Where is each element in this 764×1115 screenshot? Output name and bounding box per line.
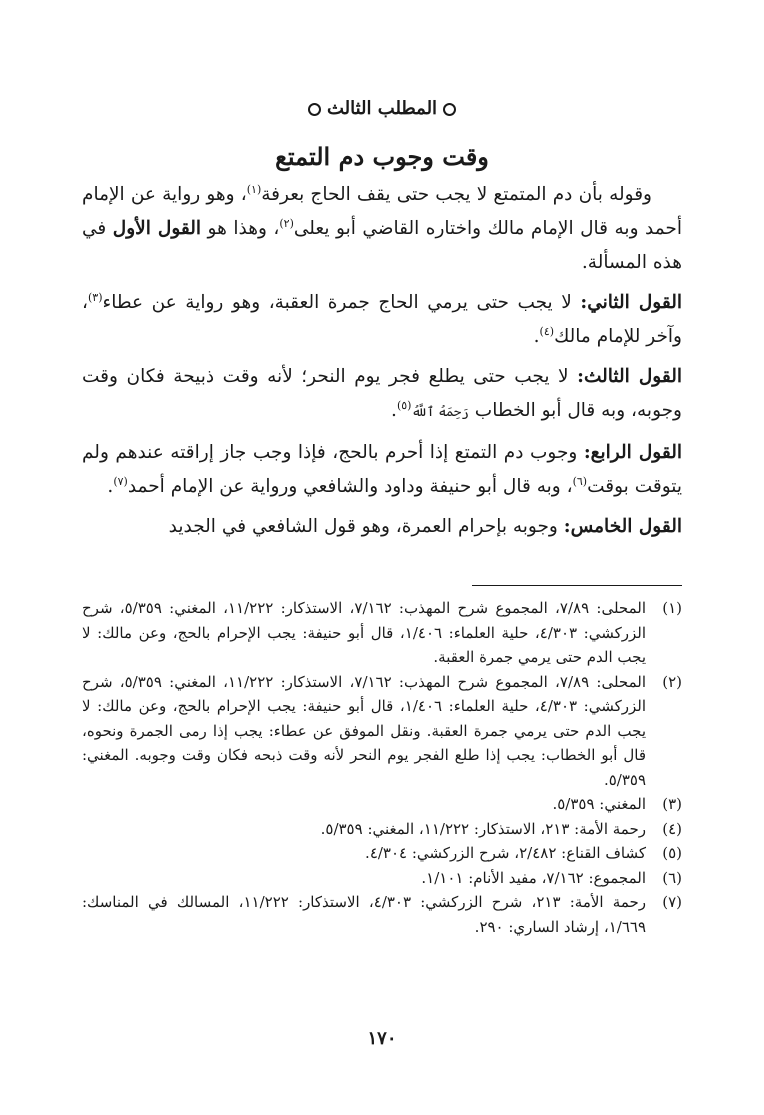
opinion-label: القول الثالث: — [577, 366, 682, 387]
paragraph-text: وجوب دم التمتع إذا أحرم بالحج، فإذا وجب جاز إراقته عندهم ولم يتوقت بوقت — [82, 442, 682, 497]
footnote-item — [82, 890, 682, 939]
paragraph-text: لا يجب حتى يطلع فجر يوم النحر؛ لأنه وقت ذبيحة فكان وقت وجوبه، وبه قال أبو الخطاب — [82, 366, 682, 421]
paragraph-first-opinion — [82, 178, 682, 280]
footnote-item — [82, 596, 682, 670]
paragraph-text: ، وهو رواية عن الإمام أحمد وبه قال الإمام مالك واختاره القاضي أبو يعلى — [82, 184, 682, 239]
ring-ornament-icon — [443, 103, 456, 116]
paragraph-third-opinion — [82, 360, 682, 430]
paragraph-text: . — [533, 326, 540, 347]
paragraph-second-opinion — [82, 286, 682, 354]
page-number: ١٧٠ — [367, 1028, 397, 1049]
paragraph-text: وقوله بأن دم المتمتع لا يجب حتى يقف الحاج بعرفة — [261, 184, 652, 205]
footnote-number: (٤) — [662, 819, 682, 838]
footnotes — [82, 596, 682, 939]
footnote-text: رحمة الأمة: ٢١٣، الاستذكار: ١١/٢٢٢، المغني: ٥/٣٥٩. — [320, 819, 646, 838]
footnote-text: رحمة الأمة: ٢١٣، شرح الزركشي: ٤/٣٠٣، الاستذكار: ١١/٢٢٢، المسالك في المناسك: ١/٦٦٩، إرشاد الساري: ٢٩٠. — [82, 893, 647, 936]
footnote-number: (٥) — [662, 844, 682, 862]
footnote-number: (٢) — [662, 672, 682, 691]
body-text — [82, 178, 682, 550]
paragraph-text: لا يجب حتى يرمي الحاج جمرة العقبة، وهو رواية عن عطاء — [102, 292, 581, 313]
footnote-number: (١) — [662, 599, 682, 617]
footnote-item — [82, 841, 682, 866]
paragraph-text: . — [107, 476, 114, 497]
footnote-item — [82, 670, 682, 793]
paragraph-text: . — [391, 400, 397, 421]
section-label-text: المطلب الثالث — [326, 98, 438, 119]
opinion-label: القول الثاني: — [580, 292, 682, 313]
footnote-ref[interactable]: (٧) — [113, 474, 128, 488]
honorific-text: رَحِمَهُ ٱللَّهُ — [411, 405, 469, 420]
footnote-number: (٧) — [662, 893, 682, 911]
footnote-item — [82, 792, 682, 817]
footnote-ref[interactable]: (٣) — [87, 290, 103, 304]
paragraph-text: ، وبه قال أبو حنيفة وداود والشافعي ورواية عن الإمام أحمد — [127, 476, 573, 497]
book-page — [82, 0, 682, 1115]
footnote-ref[interactable]: (٥) — [396, 398, 412, 412]
opinion-label: القول الأول — [112, 218, 202, 239]
paragraph-text: ، وآخر للإمام مالك — [82, 292, 682, 347]
opinion-label: القول الخامس: — [563, 516, 682, 537]
paragraph-text: في هذه المسألة. — [82, 218, 682, 273]
ring-ornament-icon — [308, 103, 321, 116]
paragraph-fourth-opinion — [82, 436, 682, 504]
footnote-number: (٣) — [662, 795, 682, 813]
footnote-text: المحلى: ٧/٨٩، المجموع شرح المهذب: ٧/١٦٢، الاستذكار: ١١/٢٢٢، المغني: ٥/٣٥٩، شرح الزركشي: ٤/٣٠٣، حلية العلماء: ١/٤٠٦، قال أبو حنيفة: يجب الإحرام بالحج، وعن مالك: لا يجب الدم حتى يرمي جمرة العقبة. ونقل الموفق عن عطاء: يجب إذا رمى الجمرة ونحوه، قال أبو الخطاب: يجب إذا طلع الفجر يوم النحر لأنه وقت ذبحه فكان وقت وجوبه. المغني: ٥/٣٥٩. — [82, 672, 647, 789]
footnote-ref[interactable]: (٦) — [572, 474, 588, 488]
footnote-item — [82, 817, 682, 842]
footnote-text: المغني: ٥/٣٥٩. — [552, 795, 646, 813]
paragraph-text: وجوبه بإحرام العمرة، وهو قول الشافعي في الجديد — [168, 516, 564, 537]
page-title: وقت وجوب دم التمتع — [275, 142, 489, 171]
opinion-label: القول الرابع: — [583, 442, 682, 463]
footnote-number: (٦) — [662, 868, 682, 887]
footnote-text: المحلى: ٧/٨٩، المجموع شرح المهذب: ٧/١٦٢، الاستذكار: ١١/٢٢٢، المغني: ٥/٣٥٩، شرح الزركشي: ٤/٣٠٣، حلية العلماء: ١/٤٠٦، قال أبو حنيفة: يجب الإحرام بالحج، وعن مالك: لا يجب الدم حتى يرمي جمرة العقبة. — [82, 599, 647, 666]
paragraph-fifth-opinion — [82, 510, 682, 544]
section-label — [82, 96, 682, 122]
footnote-text: كشاف القناع: ٢/٤٨٢، شرح الزركشي: ٤/٣٠٤. — [365, 844, 646, 862]
footnote-ref[interactable]: (٤) — [539, 324, 555, 338]
footnote-ref[interactable]: (١) — [246, 182, 262, 196]
footnote-item — [82, 866, 682, 891]
footnote-separator — [472, 585, 682, 586]
footnote-text: المجموع: ٧/١٦٢، مفيد الأنام: ١/١٠١. — [421, 868, 646, 887]
paragraph-text: ، وهذا هو — [201, 218, 280, 239]
footnote-ref[interactable]: (٢) — [279, 216, 294, 230]
